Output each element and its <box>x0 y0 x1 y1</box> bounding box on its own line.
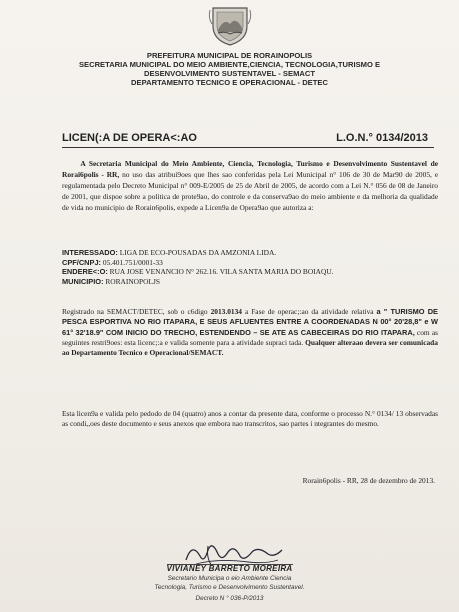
header-semact: DESENVOLVIMENTO SUSTENTAVEL - SEMACT <box>143 69 315 78</box>
field-interessado: INTERESSADO: LIGA DE ECO-POUSADAS DA AMZONIA LIDA. <box>62 248 277 257</box>
license-title: LICEN(:A DE OPERA<:AO <box>62 132 197 144</box>
registration-code: 2013.0134 <box>210 307 242 316</box>
activity-description: a " TURISMO DE PESCA ESPORTIVA NO RIO ITAPARA, E SEUS AFLUENTES ENTRE A COORDENADAS N 00° 20'28,8" e W 61° 32'18.9" COM INICIO DO TRECHO, ESTENDENDO – SE ATE AS CABECEIRAS DO RIO ITAPARA, <box>62 307 438 337</box>
signatory-decree: Decreto N ° 036-P/2013 <box>195 595 264 602</box>
signatory-role-2: Tecnologia, Turismo e Desenvolvimento Sustentavel. <box>154 584 305 591</box>
license-number: L.O.N.° 0134/2013 <box>336 132 428 144</box>
title-divider <box>62 147 434 148</box>
field-cnpj: CPF/CNPJ: 05.401.751/0001-33 <box>62 257 163 267</box>
registration-paragraph: Registrado na SEMACT/DETEC, sob o c6digo 2013.0134 a Fase de operac;:ao da atividade relativa a " TURISMO DE PESCA ESPORTIVA NO RIO ITAPARA, E SEUS AFLUENTES ENTRE A COORDENADAS N 00° 20'28,8" e W 61° 32'18.9" COM INICIO DO TRECHO, ESTENDENDO – SE ATE AS CABECEIRAS DO RIO ITAPARA, com as seguintes restri9oes: esta licenc;:a e valida somente para a atividade supraci tada. Qualquer alteraao devera ser comunicada ao Departamento Tecnico e Operacional/SEMACT. <box>62 307 438 358</box>
field-endereco: ENDERE<:O: RUA JOSE VENANCIO N° 262.16. VILA SANTA MARIA DO BOIAQU. <box>62 267 334 277</box>
signatory-role-1: Secretario Municipa o eio Ambiente Ciencia <box>167 575 292 582</box>
date-line: Rorain6polis - RR, 28 de dezembro de 2013. <box>302 476 435 485</box>
alteration-notice: Qualquer alteraao devera ser comunicada ao Departamento Tecnico e Operacional/SEMACT. <box>62 337 438 358</box>
municipal-seal-icon <box>207 4 253 46</box>
header-prefeitura: PREFEITURA MUNICIPAL DE RORAINOPOLIS <box>146 51 313 60</box>
interested-party-fields <box>62 248 438 286</box>
validity-paragraph: Esta licen9a e valida pelo pedodo de 04 (quatro) anos a contar da presente data, conforme o processo N.° 0134/ 13 observadas as condi,,oes deste documento e seus anexos que embora nao transcritos, sao partes i ntegrantes do mesmo. <box>62 409 438 429</box>
header-detec: DEPARTAMENTO TECNICO E OPERACIONAL - DETEC <box>131 78 328 87</box>
intro-bold-text: A Secretaria Municipal do Meio Ambiente, Ciencia, Tecnologia, Turismo e Desenvolvimento Sustentavel de Rorai6polis - RR, <box>62 159 438 179</box>
field-municipio: MUNICIPIO: RORAINOPOLJS <box>62 276 160 286</box>
header-secretaria: SECRETARIA MUNICIPAL DO MEIO AMBIENTE,CIENCIA, TECNOLOGIA,TURISMO E <box>78 60 381 69</box>
intro-text: no uso das atribui9oes que lhes sao conferidas pela Lei Municipal n° 106 de 30 de Mar90 de 2005, e regulamentada pelo Decreto Municipal n° 009-E/2005 de 25 de Abril de 2005, de acordo com a Lei N.° 056 de 08 de Janeiro de 2001, que dispoe sobre a politica de prote9ao, do controle e da conserva9ao do meio ambiente e da melhoria da qualidade de vida no municipio de Rorain6polis, expede a Licen9a de Opera9ao que autoriza a: <box>62 170 438 212</box>
intro-paragraph <box>62 158 438 236</box>
signatory-name: VIVIANEY BARRETO MOREIRA <box>166 564 293 573</box>
